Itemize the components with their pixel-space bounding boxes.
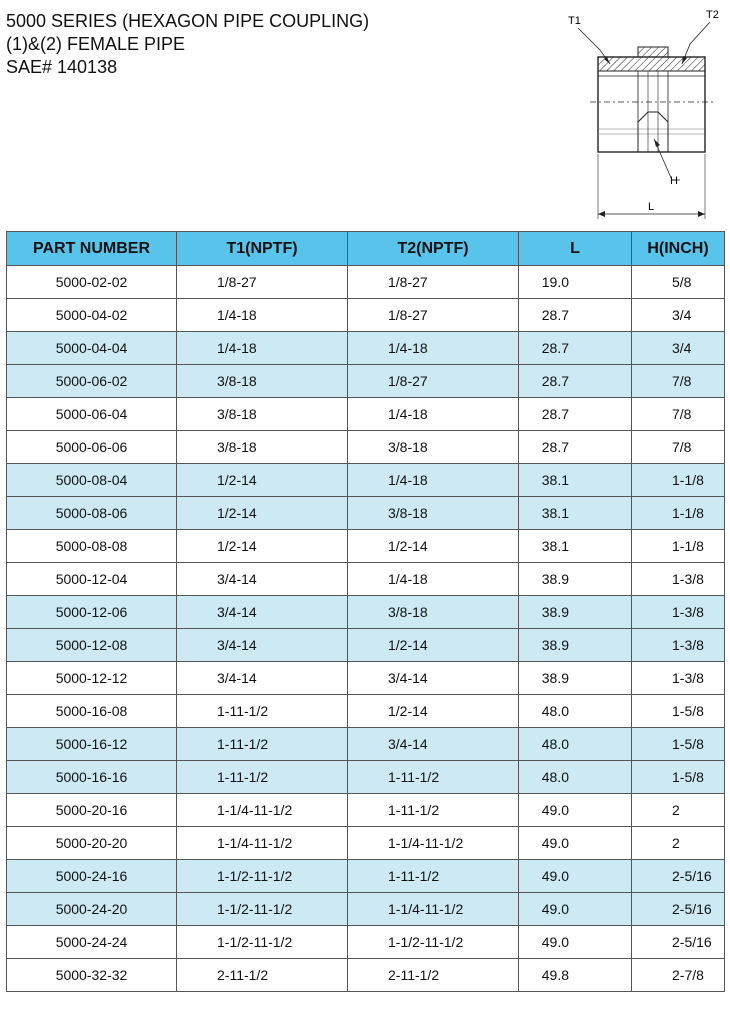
cell-part-number: 5000-06-02 — [7, 365, 177, 398]
cell-part-number: 5000-12-08 — [7, 629, 177, 662]
cell-part-number: 5000-20-20 — [7, 827, 177, 860]
cell-l: 28.7 — [519, 431, 632, 464]
cell-h: 2-5/16 — [632, 926, 725, 959]
cell-t2: 1/4-18 — [348, 398, 519, 431]
cell-t1: 1/4-18 — [177, 332, 348, 365]
header-l: L — [519, 232, 632, 266]
cell-part-number: 5000-24-16 — [7, 860, 177, 893]
cell-t2: 2-11-1/2 — [348, 959, 519, 992]
coupling-diagram — [560, 4, 730, 226]
cell-l: 49.0 — [519, 926, 632, 959]
header-t2: T2(NPTF) — [348, 232, 519, 266]
cell-part-number: 5000-04-02 — [7, 299, 177, 332]
cell-l: 38.1 — [519, 464, 632, 497]
cell-t1: 3/4-14 — [177, 629, 348, 662]
cell-h: 2-7/8 — [632, 959, 725, 992]
table-row — [7, 893, 725, 926]
table-body — [7, 266, 725, 992]
cell-part-number: 5000-32-32 — [7, 959, 177, 992]
cell-l: 49.0 — [519, 827, 632, 860]
cell-h: 1-5/8 — [632, 695, 725, 728]
table-row — [7, 596, 725, 629]
table-row — [7, 728, 725, 761]
cell-t1: 1/2-14 — [177, 464, 348, 497]
cell-part-number: 5000-06-04 — [7, 398, 177, 431]
cell-part-number: 5000-12-04 — [7, 563, 177, 596]
table-row — [7, 497, 725, 530]
cell-part-number: 5000-24-24 — [7, 926, 177, 959]
table-row — [7, 629, 725, 662]
cell-h: 1-3/8 — [632, 662, 725, 695]
cell-part-number: 5000-12-06 — [7, 596, 177, 629]
table-row — [7, 365, 725, 398]
table-row — [7, 299, 725, 332]
table-row — [7, 959, 725, 992]
cell-t2: 3/8-18 — [348, 431, 519, 464]
table-header-row — [7, 232, 725, 266]
cell-l: 28.7 — [519, 398, 632, 431]
cell-part-number: 5000-20-16 — [7, 794, 177, 827]
cell-l: 49.0 — [519, 860, 632, 893]
cell-h: 5/8 — [632, 266, 725, 299]
label-l: L — [648, 201, 655, 213]
cell-l: 49.0 — [519, 893, 632, 926]
table-row — [7, 926, 725, 959]
cell-t2: 1/2-14 — [348, 629, 519, 662]
cell-h: 2-5/16 — [632, 893, 725, 926]
label-h: H — [670, 175, 678, 187]
cell-part-number: 5000-16-12 — [7, 728, 177, 761]
table-row — [7, 266, 725, 299]
cell-t1: 2-11-1/2 — [177, 959, 348, 992]
cell-h: 2-5/16 — [632, 860, 725, 893]
cell-h: 1-5/8 — [632, 761, 725, 794]
cell-h: 2 — [632, 794, 725, 827]
table-row — [7, 431, 725, 464]
cell-t1: 1-11-1/2 — [177, 728, 348, 761]
cell-l: 48.0 — [519, 761, 632, 794]
cell-t2: 1-1/4-11-1/2 — [348, 827, 519, 860]
cell-t2: 1/4-18 — [348, 563, 519, 596]
table-row — [7, 530, 725, 563]
cell-l: 48.0 — [519, 695, 632, 728]
cell-l: 19.0 — [519, 266, 632, 299]
cell-t1: 3/8-18 — [177, 431, 348, 464]
cell-t1: 3/4-14 — [177, 563, 348, 596]
table-row — [7, 464, 725, 497]
cell-h: 2 — [632, 827, 725, 860]
cell-t2: 1/4-18 — [348, 464, 519, 497]
label-t1: T1 — [568, 15, 581, 27]
header-part-number: PART NUMBER — [7, 232, 177, 266]
cell-h: 7/8 — [632, 431, 725, 464]
table-row — [7, 794, 725, 827]
cell-t2: 3/4-14 — [348, 662, 519, 695]
cell-l: 38.9 — [519, 563, 632, 596]
cell-h: 1-3/8 — [632, 629, 725, 662]
cell-t1: 1/8-27 — [177, 266, 348, 299]
cell-l: 49.0 — [519, 794, 632, 827]
cell-t2: 3/4-14 — [348, 728, 519, 761]
table-row — [7, 332, 725, 365]
cell-t1: 3/4-14 — [177, 596, 348, 629]
cell-t2: 1-1/2-11-1/2 — [348, 926, 519, 959]
cell-l: 28.7 — [519, 299, 632, 332]
cell-t2: 1-11-1/2 — [348, 794, 519, 827]
cell-part-number: 5000-04-04 — [7, 332, 177, 365]
cell-t1: 3/4-14 — [177, 662, 348, 695]
cell-h: 1-1/8 — [632, 464, 725, 497]
cell-l: 38.1 — [519, 530, 632, 563]
cell-part-number: 5000-08-04 — [7, 464, 177, 497]
cell-part-number: 5000-24-20 — [7, 893, 177, 926]
table-row — [7, 695, 725, 728]
cell-h: 3/4 — [632, 332, 725, 365]
cell-t2: 3/8-18 — [348, 497, 519, 530]
cell-h: 7/8 — [632, 398, 725, 431]
cell-t2: 1/8-27 — [348, 299, 519, 332]
cell-h: 1-5/8 — [632, 728, 725, 761]
cell-h: 3/4 — [632, 299, 725, 332]
cell-t1: 1-1/4-11-1/2 — [177, 794, 348, 827]
cell-l: 28.7 — [519, 365, 632, 398]
cell-part-number: 5000-08-08 — [7, 530, 177, 563]
cell-l: 38.9 — [519, 629, 632, 662]
header-h: H(INCH) — [632, 232, 725, 266]
cell-part-number: 5000-16-08 — [7, 695, 177, 728]
pipe-type: (1)&(2) FEMALE PIPE — [6, 34, 186, 54]
header-t1: T1(NPTF) — [177, 232, 348, 266]
parts-table — [6, 231, 725, 992]
cell-t2: 1/2-14 — [348, 695, 519, 728]
cell-t1: 1/2-14 — [177, 530, 348, 563]
cell-t1: 1-11-1/2 — [177, 695, 348, 728]
cell-t2: 1-11-1/2 — [348, 860, 519, 893]
sae-number: SAE# 140138 — [6, 57, 118, 77]
cell-l: 38.9 — [519, 596, 632, 629]
cell-t2: 1-1/4-11-1/2 — [348, 893, 519, 926]
cell-t1: 3/8-18 — [177, 365, 348, 398]
cell-h: 1-1/8 — [632, 497, 725, 530]
cell-t1: 3/8-18 — [177, 398, 348, 431]
table-row — [7, 860, 725, 893]
cell-t1: 1/2-14 — [177, 497, 348, 530]
cell-l: 48.0 — [519, 728, 632, 761]
cell-part-number: 5000-12-12 — [7, 662, 177, 695]
cell-t1: 1/4-18 — [177, 299, 348, 332]
cell-l: 38.9 — [519, 662, 632, 695]
cell-t2: 1/4-18 — [348, 332, 519, 365]
table-row — [7, 662, 725, 695]
cell-part-number: 5000-08-06 — [7, 497, 177, 530]
cell-t2: 3/8-18 — [348, 596, 519, 629]
table-row — [7, 827, 725, 860]
cell-part-number: 5000-16-16 — [7, 761, 177, 794]
cell-l: 28.7 — [519, 332, 632, 365]
cell-h: 1-3/8 — [632, 563, 725, 596]
cell-t1: 1-11-1/2 — [177, 761, 348, 794]
cell-t2: 1/8-27 — [348, 365, 519, 398]
cell-t1: 1-1/2-11-1/2 — [177, 893, 348, 926]
table-row — [7, 761, 725, 794]
cell-part-number: 5000-02-02 — [7, 266, 177, 299]
cell-t2: 1-11-1/2 — [348, 761, 519, 794]
cell-t1: 1-1/4-11-1/2 — [177, 827, 348, 860]
cell-l: 49.8 — [519, 959, 632, 992]
table-row — [7, 563, 725, 596]
series-title: 5000 SERIES (HEXAGON PIPE COUPLING) — [6, 11, 370, 31]
cell-l: 38.1 — [519, 497, 632, 530]
label-t2: T2 — [706, 9, 719, 21]
cell-t1: 1-1/2-11-1/2 — [177, 926, 348, 959]
cell-h: 7/8 — [632, 365, 725, 398]
cell-h: 1-3/8 — [632, 596, 725, 629]
cell-h: 1-1/8 — [632, 530, 725, 563]
cell-part-number: 5000-06-06 — [7, 431, 177, 464]
cell-t2: 1/2-14 — [348, 530, 519, 563]
cell-t2: 1/8-27 — [348, 266, 519, 299]
cell-t1: 1-1/2-11-1/2 — [177, 860, 348, 893]
table-row — [7, 398, 725, 431]
document-title — [6, 10, 369, 79]
